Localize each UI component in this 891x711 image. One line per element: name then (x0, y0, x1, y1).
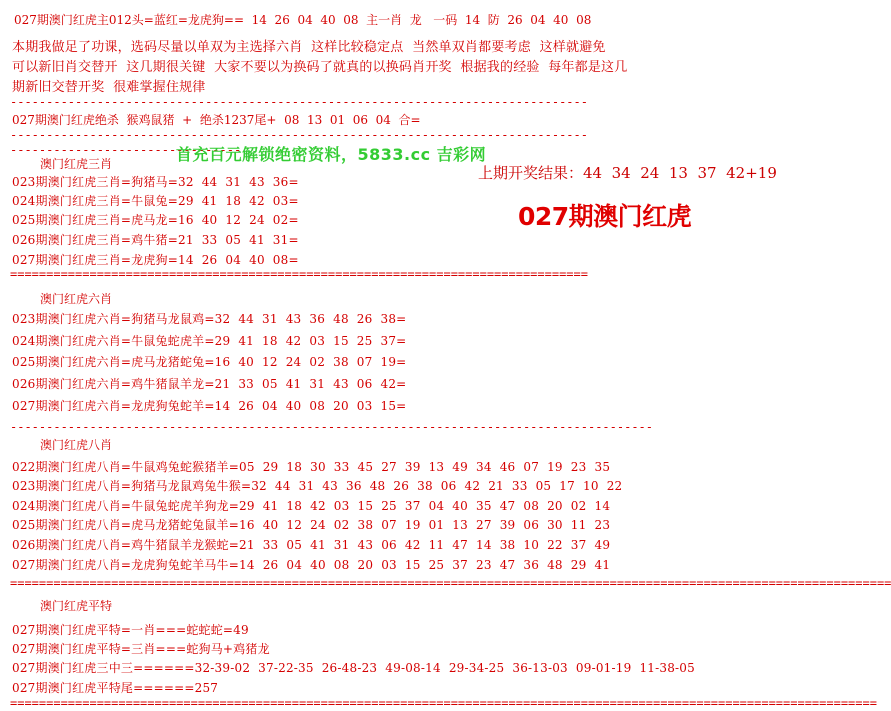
list-item: 025期澳门红虎六肖=虎马龙猪蛇兔=16 40 12 24 02 38 07 19= (12, 355, 407, 369)
list-item: 022期澳门红虎八肖=牛鼠鸡兔蛇猴猪羊=05 29 18 30 33 45 27 39 13 49 34 46 07 19 23 35 (12, 460, 611, 474)
list-item: 026期澳门红虎六肖=鸡牛猪鼠羊龙=21 33 05 41 31 43 06 42= (12, 377, 407, 391)
list-item: 027期澳门红虎三肖=龙虎狗=14 26 04 40 08= (12, 253, 299, 267)
last-result: 上期开奖结果：44 34 24 13 37 42+19 (478, 164, 777, 182)
header-line: 027期澳门红虎主012头=蓝红=龙虎狗== 14 26 04 40 08 主一肖 龙 一码 14 防 26 04 40 08 (14, 13, 592, 27)
divider: ========================================================================================================================== (10, 576, 891, 590)
intro-line-3: 期新旧交替开奖 很难掌握住规律 (12, 80, 206, 95)
list-item: 023期澳门红虎六肖=狗猪马龙鼠鸡=32 44 31 43 36 48 26 38= (12, 312, 407, 326)
list-item: 027期澳门红虎平特=一肖===蛇蛇蛇=49 (12, 623, 249, 637)
list-item: 027期澳门红虎平特=三肖===蛇狗马+鸡猪龙 (12, 642, 270, 656)
list-item: 023期澳门红虎八肖=狗猪马龙鼠鸡兔牛猴=32 44 31 43 36 48 26 38 06 42 21 33 05 17 10 22 (12, 479, 623, 493)
section-title-eight: 澳门红虎八肖 (40, 438, 113, 452)
big-title: 027期澳门红虎 (518, 202, 692, 231)
list-item: 026期澳门红虎三肖=鸡牛猪=21 33 05 41 31= (12, 233, 299, 247)
divider: ----------------------------------------------------------------------------------------- (10, 420, 653, 434)
divider: -------------------------------------------------------------------------------- (10, 128, 588, 142)
section-title-three: 澳门红虎三肖 (40, 157, 113, 171)
divider: ======================================================================================================================== (10, 696, 877, 710)
list-item: 023期澳门红虎三肖=狗猪马=32 44 31 43 36= (12, 175, 299, 189)
list-item: 024期澳门红虎八肖=牛鼠兔蛇虎羊狗龙=29 41 18 42 03 15 25 37 04 40 35 47 08 20 02 14 (12, 499, 611, 513)
watermark-text: 首充百元解锁绝密资料，5833.cc 吉彩网 (176, 145, 487, 164)
divider: -------------------------------- (10, 143, 242, 157)
list-item: 026期澳门红虎八肖=鸡牛猪鼠羊龙猴蛇=21 33 05 41 31 43 06 42 11 47 14 38 10 22 37 49 (12, 538, 611, 552)
list-item: 027期澳门红虎三中三======32-39-02 37-22-35 26-48-23 49-08-14 29-34-25 36-13-03 09-01-19 11-38-05 (12, 661, 695, 675)
intro-line-1: 本期我做足了功课，选码尽量以单双为主选择六肖 这样比较稳定点 当然单双肖都要考虑 这样就避免 (12, 40, 606, 55)
list-item: 027期澳门红虎六肖=龙虎狗兔蛇羊=14 26 04 40 08 20 03 15= (12, 399, 407, 413)
list-item: 025期澳门红虎八肖=虎马龙猪蛇兔鼠羊=16 40 12 24 02 38 07 19 01 13 27 39 06 30 11 23 (12, 518, 611, 532)
intro-line-2: 可以新旧肖交替开 这几期很关键 大家不要以为换码了就真的以换码肖开奖 根据我的经验 每年都是这几 (12, 60, 628, 75)
section-title-six: 澳门红虎六肖 (40, 292, 113, 306)
kill-line: 027期澳门红虎绝杀 猴鸡鼠猪 + 绝杀1237尾+ 08 13 01 06 04 合= (12, 113, 421, 127)
list-item: 024期澳门红虎三肖=牛鼠兔=29 41 18 42 03= (12, 194, 299, 208)
section-title-pingte: 澳门红虎平特 (40, 599, 113, 613)
list-item: 025期澳门红虎三肖=虎马龙=16 40 12 24 02= (12, 213, 299, 227)
list-item: 027期澳门红虎八肖=龙虎狗兔蛇羊马牛=14 26 04 40 08 20 03 15 25 37 23 47 36 48 29 41 (12, 558, 611, 572)
list-item: 027期澳门红虎平特尾======257 (12, 681, 219, 695)
divider: ================================================================================ (10, 267, 588, 281)
divider: -------------------------------------------------------------------------------- (10, 95, 588, 109)
list-item: 024期澳门红虎六肖=牛鼠兔蛇虎羊=29 41 18 42 03 15 25 37= (12, 334, 407, 348)
